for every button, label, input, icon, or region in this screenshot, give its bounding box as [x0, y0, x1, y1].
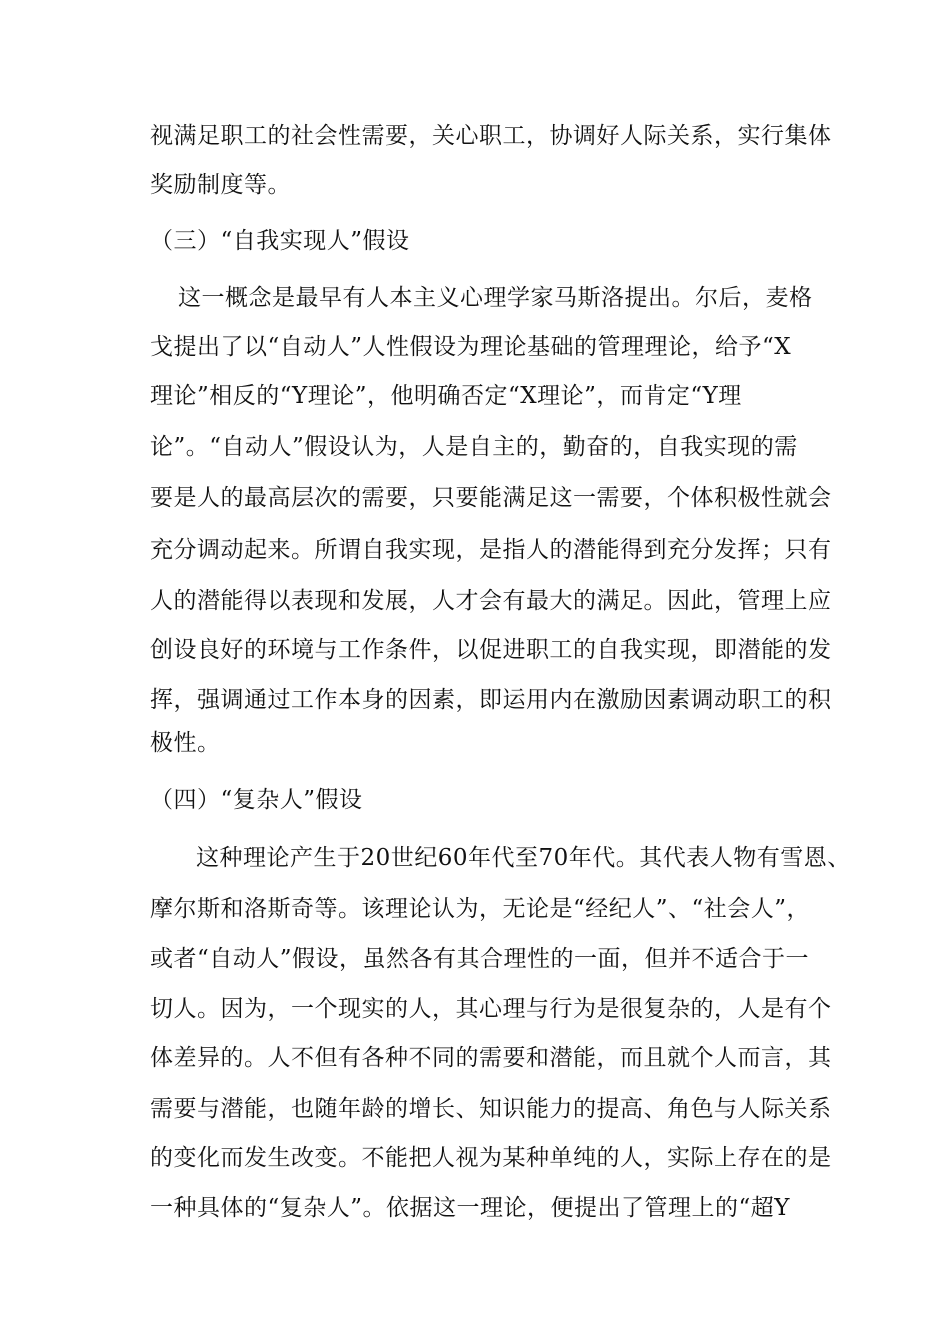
paragraph-line: 切人。因为，一个现实的人，其心理与行为是很复杂的，人是有个 — [150, 996, 832, 1022]
paragraph-line: 创设良好的环境与工作条件，以促进职工的自我实现，即潜能的发 — [150, 637, 832, 663]
paragraph-line: 一种具体的“复杂人”。依据这一理论，便提出了管理上的“超Y — [150, 1195, 790, 1221]
paragraph-line: 摩尔斯和洛斯奇等。该理论认为，无论是“经纪人”、“社会人”， — [150, 896, 811, 922]
paragraph-line: 体差异的。人不但有各种不同的需要和潜能，而且就个人而言，其 — [150, 1045, 832, 1071]
paragraph-line: 这种理论产生于20世纪60年代至70年代。其代表人物有雪恩、 — [196, 845, 851, 871]
paragraph-line: 视满足职工的社会性需要，关心职工，协调好人际关系，实行集体 — [150, 123, 832, 149]
paragraph-line: 的变化而发生改变。不能把人视为某种单纯的人，实际上存在的是 — [150, 1145, 832, 1171]
paragraph-line: 挥，强调通过工作本身的因素，即运用内在激励因素调动职工的积 — [150, 687, 832, 713]
paragraph-line: 戈提出了以“自动人”人性假设为理论基础的管理理论，给予“X — [150, 334, 792, 360]
section-heading: （四）“复杂人”假设 — [150, 787, 363, 813]
paragraph-line: 这一概念是最早有人本主义心理学家马斯洛提出。尔后，麦格 — [178, 285, 813, 311]
paragraph-line: 奖励制度等。 — [150, 172, 291, 198]
paragraph-line: 需要与潜能，也随年龄的增长、知识能力的提高、角色与人际关系 — [150, 1096, 832, 1122]
section-heading: （三）“自我实现人”假设 — [150, 228, 410, 254]
paragraph-line: 极性。 — [150, 730, 221, 756]
paragraph-line: 或者“自动人”假设，虽然各有其合理性的一面，但并不适合于一 — [150, 946, 810, 972]
paragraph-line: 人的潜能得以表现和发展，人才会有最大的满足。因此，管理上应 — [150, 588, 832, 614]
paragraph-line: 要是人的最高层次的需要，只要能满足这一需要，个体积极性就会 — [150, 485, 832, 511]
paragraph-line: 充分调动起来。所谓自我实现，是指人的潜能得到充分发挥；只有 — [150, 537, 832, 563]
paragraph-line: 论”。“自动人”假设认为，人是自主的，勤奋的，自我实现的需 — [150, 434, 798, 460]
paragraph-line: 理论”相反的“Y理论”，他明确否定“X理论”，而肯定“Y理 — [150, 383, 742, 409]
